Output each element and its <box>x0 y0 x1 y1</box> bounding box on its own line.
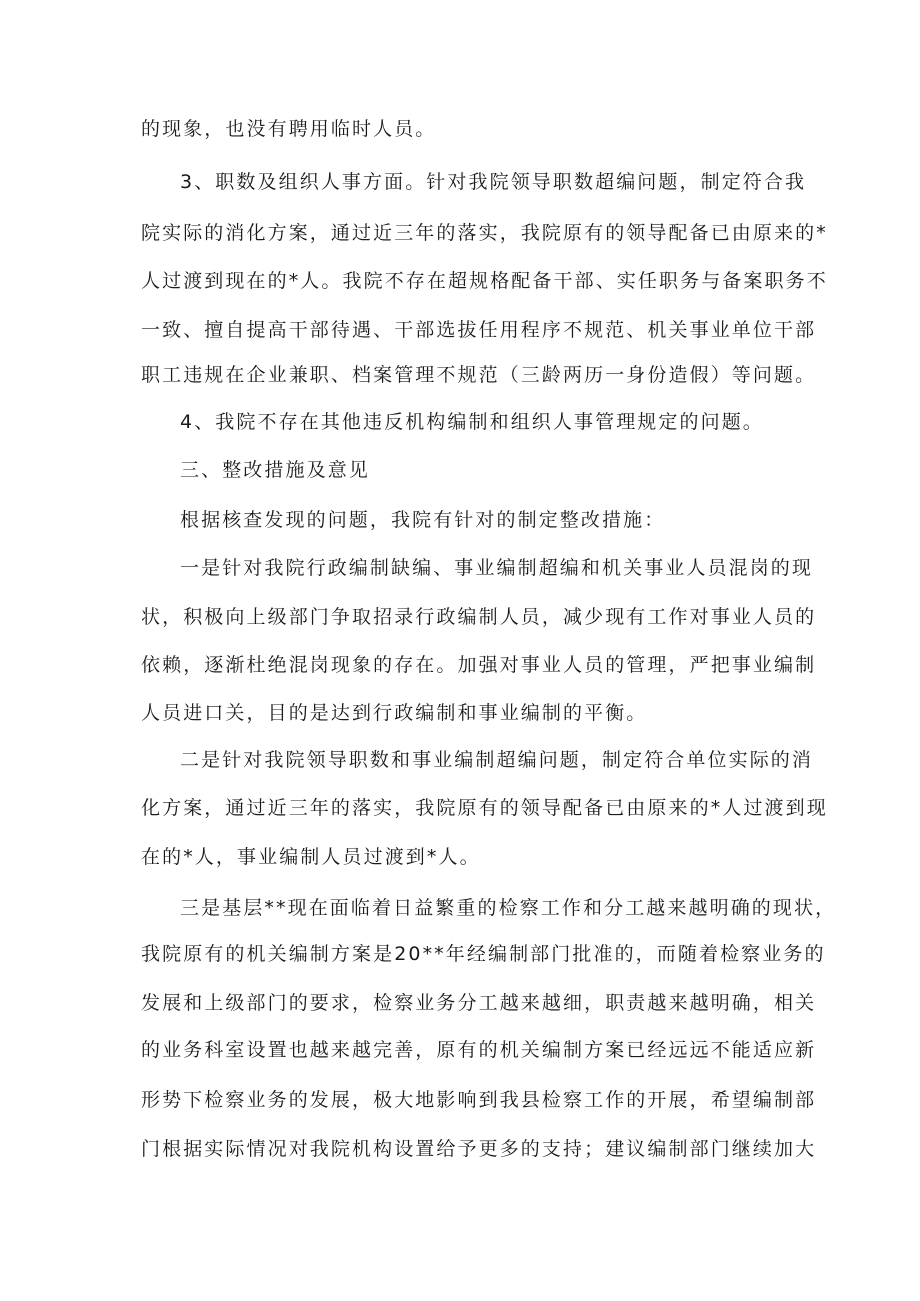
paragraph-line: 化方案，通过近三年的落实，我院原有的领导配备已由原来的*人过渡到现 <box>141 797 828 819</box>
paragraph-line: 人员进口关，目的是达到行政编制和事业编制的平衡。 <box>141 702 648 724</box>
paragraph-line: 一是针对我院行政编制缺编、事业编制超编和机关事业人员混岗的现 <box>180 557 814 579</box>
paragraph-line: 三是基层**现在面临着日益繁重的检察工作和分工越来越明确的现状， <box>180 897 837 919</box>
paragraph-line: 的现象，也没有聘用临时人员。 <box>141 118 437 140</box>
paragraph-line: 状，积极向上级部门争取招录行政编制人员，减少现有工作对事业人员的 <box>141 606 817 628</box>
paragraph-line: 4、我院不存在其他违反机构编制和组织人事管理规定的问题。 <box>180 411 764 433</box>
paragraph-line: 我院原有的机关编制方案是20**年经编制部门批准的，而随着检察业务的 <box>141 943 826 965</box>
paragraph-line: 发展和上级部门的要求，检察业务分工越来越细，职责越来越明确，相关 <box>141 992 817 1014</box>
paragraph-line: 根据核查发现的问题，我院有针对的制定整改措施： <box>180 509 666 531</box>
paragraph-line: 一致、擅自提高干部待遇、干部选拔任用程序不规范、机关事业单位干部 <box>141 319 817 341</box>
paragraph-line: 职工违规在企业兼职、档案管理不规范（三龄两历一身份造假）等问题。 <box>141 364 817 386</box>
paragraph-line: 依赖，逐渐杜绝混岗现象的存在。加强对事业人员的管理，严把事业编制 <box>141 654 817 676</box>
paragraph-line: 形势下检察业务的发展，极大地影响到我县检察工作的开展，希望编制部 <box>141 1089 817 1111</box>
section-heading: 三、整改措施及意见 <box>180 459 370 481</box>
paragraph-line: 人过渡到现在的*人。我院不存在超规格配备干部、实任职务与备案职务不 <box>141 270 828 292</box>
paragraph-line: 的业务科室设置也越来越完善，原有的机关编制方案已经远远不能适应新 <box>141 1039 817 1061</box>
paragraph-line: 在的*人，事业编制人员过渡到*人。 <box>141 846 481 868</box>
paragraph-line: 二是针对我院领导职数和事业编制超编问题，制定符合单位实际的消 <box>180 749 814 771</box>
paragraph-line: 门根据实际情况对我院机构设置给予更多的支持；建议编制部门继续加大 <box>141 1138 817 1160</box>
paragraph-line: 院实际的消化方案，通过近三年的落实，我院原有的领导配备已由原来的* <box>141 222 828 244</box>
paragraph-line: 3、职数及组织人事方面。针对我院领导职数超编问题，制定符合我 <box>180 171 807 193</box>
